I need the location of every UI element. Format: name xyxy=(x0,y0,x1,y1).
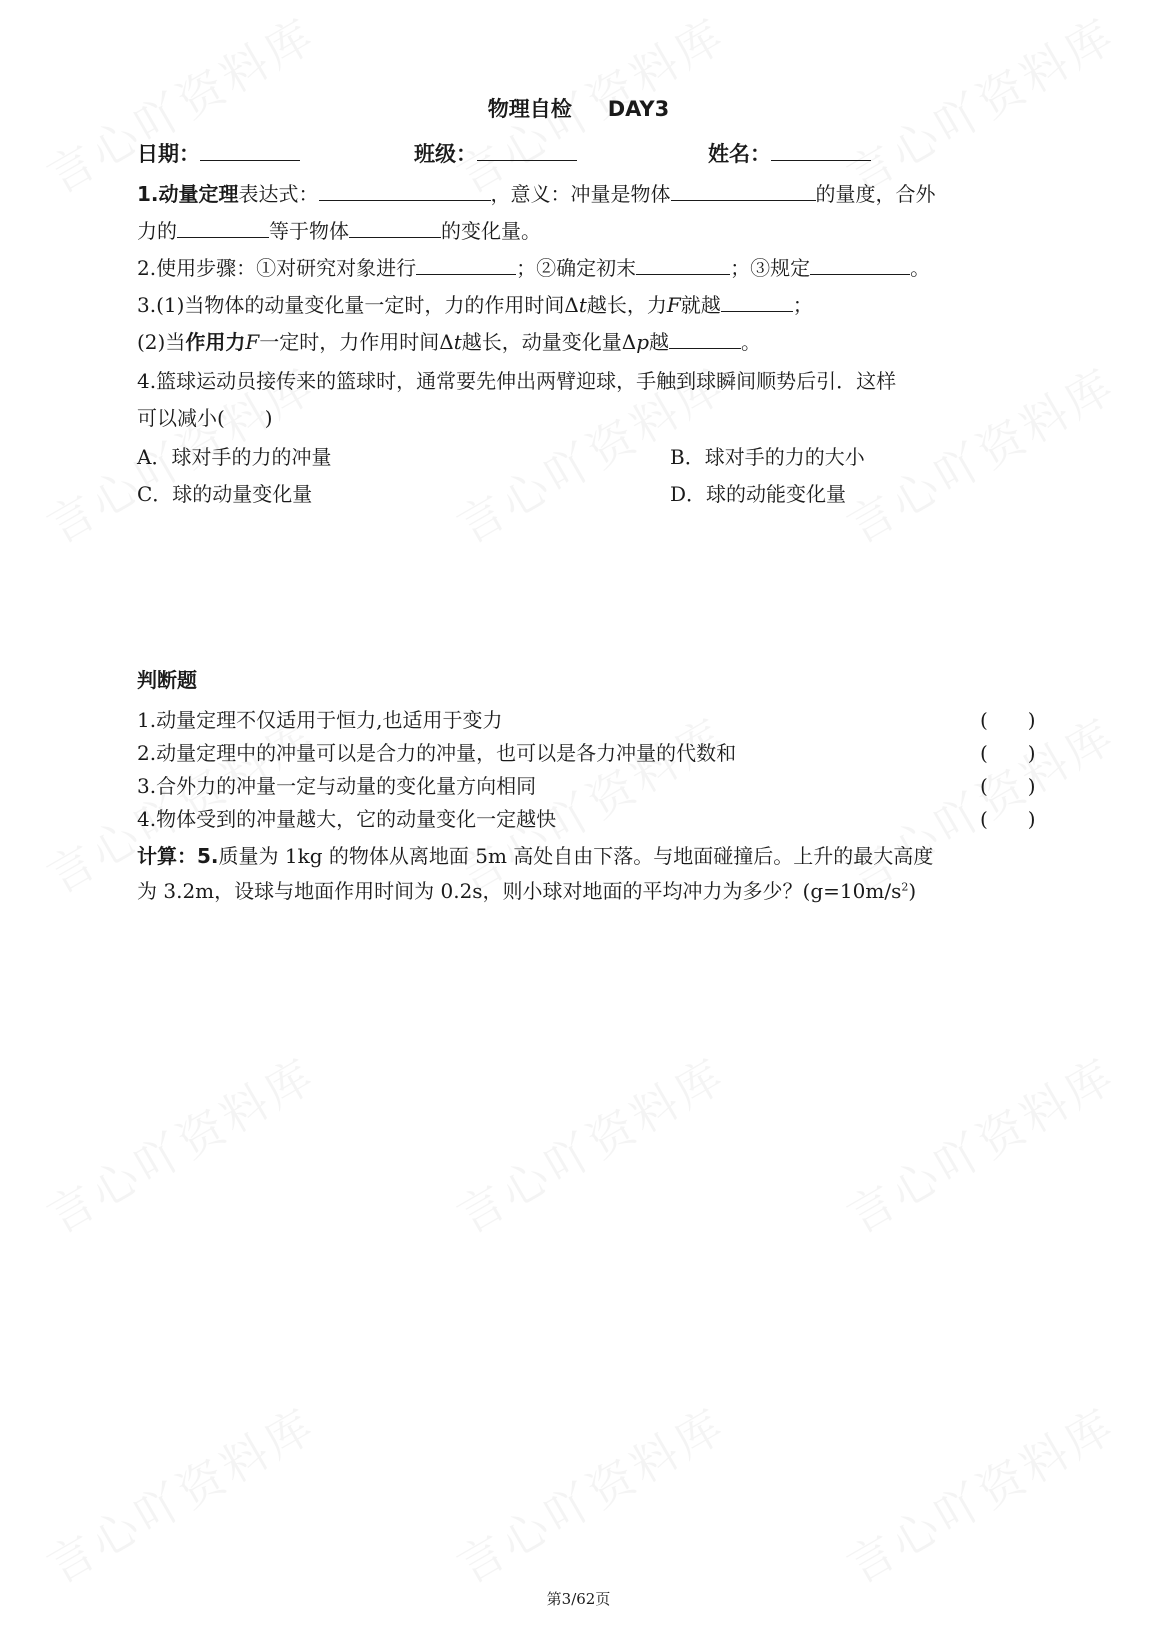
judge-item-text: 2.动量定理中的冲量可以是合力的冲量，也可以是各力冲量的代数和 xyxy=(137,741,737,765)
q2-line xyxy=(137,252,930,281)
q3-var-t: t xyxy=(578,293,587,317)
title-main: 物理自检 xyxy=(487,97,572,121)
q1-text: 的量度，合外 xyxy=(815,182,936,206)
q4-option-d[interactable]: D．球的动能变化量 xyxy=(670,482,847,506)
q3-blank-1[interactable] xyxy=(721,293,793,312)
judge-item xyxy=(137,770,1037,799)
q1-blank-3[interactable] xyxy=(177,219,269,238)
q3-var-f: F xyxy=(245,330,260,354)
calc-text: ) xyxy=(908,879,917,903)
judge-item-text: 3.合外力的冲量一定与动量的变化量方向相同 xyxy=(137,774,537,798)
q2-text: 2.使用步骤：①对研究对象进行 xyxy=(137,256,417,280)
q2-blank-3[interactable] xyxy=(810,256,910,275)
q3-text: 3.(1)当物体的动量变化量一定时，力的作用时间Δ xyxy=(137,293,579,317)
q4-line-1: 4.篮球运动员接传来的篮球时，通常要先伸出两臂迎球，手触到球瞬间顺势后引．这样 xyxy=(137,369,897,393)
q3-bold-term: 作用力 xyxy=(185,330,246,354)
calc-superscript: 2 xyxy=(901,880,909,894)
q4-option-a[interactable]: A．球对手的力的冲量 xyxy=(137,445,332,469)
q3-blank-2[interactable] xyxy=(669,330,741,349)
class-blank[interactable] xyxy=(477,142,577,161)
calc-text: 质量为 1kg 的物体从离地面 5m 高处自由下落。与地面碰撞后。上升的最大高度 xyxy=(218,844,934,868)
q3-text: (2)当 xyxy=(137,330,186,354)
q2-text: 。 xyxy=(910,256,931,280)
calc-text: 为 3.2m，设球与地面作用时间为 0.2s，则小球对地面的平均冲力为多少？(g=10m/s xyxy=(137,879,902,903)
q1-bold-term: 动量定理 xyxy=(158,182,239,206)
q2-blank-2[interactable] xyxy=(636,256,730,275)
name-label: 姓名： xyxy=(708,142,771,166)
page-number: 第3/62页 xyxy=(546,1590,611,1608)
q1-blank-1[interactable] xyxy=(319,182,491,201)
q4-line-2: 可以减小( ) xyxy=(137,406,273,430)
watermark xyxy=(834,1389,1127,1596)
judge-answer-4[interactable]: ( ) xyxy=(980,807,1036,831)
q1-text: 表达式： xyxy=(238,182,319,206)
calc-line-1 xyxy=(137,840,933,869)
judge-heading: 判断题 xyxy=(137,668,197,692)
judge-answer-1[interactable]: ( ) xyxy=(980,708,1036,732)
q1-number: 1. xyxy=(137,182,159,206)
class-field xyxy=(414,138,577,168)
q1-blank-4[interactable] xyxy=(349,219,441,238)
calc-line-2 xyxy=(137,875,916,904)
judge-item xyxy=(137,737,1037,766)
q1-line-1 xyxy=(137,178,936,207)
q1-text: ，意义：冲量是物体 xyxy=(490,182,671,206)
watermark xyxy=(444,1389,737,1596)
q3-text: 越 xyxy=(649,330,669,354)
judge-item xyxy=(137,803,1037,832)
q3-var-p: p xyxy=(636,330,649,354)
date-blank[interactable] xyxy=(200,142,300,161)
q3-var-f: F xyxy=(666,293,681,317)
judge-answer-3[interactable]: ( ) xyxy=(980,774,1036,798)
judge-item-text: 4.物体受到的冲量越大，它的动量变化一定越快 xyxy=(137,807,557,831)
judge-item xyxy=(137,704,1037,733)
q4-option-b[interactable]: B．球对手的力的大小 xyxy=(670,445,865,469)
q2-text: ；③规定 xyxy=(730,256,811,280)
calc-label: 计算：5. xyxy=(137,844,219,868)
q3-text: 一定时，力作用时间Δ xyxy=(259,330,454,354)
date-field xyxy=(137,138,300,168)
watermark xyxy=(444,1039,737,1246)
q2-text: ；②确定初末 xyxy=(516,256,637,280)
q2-blank-1[interactable] xyxy=(416,256,516,275)
q3-text: 越长，力 xyxy=(586,293,667,317)
q3-line-1 xyxy=(137,289,813,318)
date-label: 日期： xyxy=(137,142,200,166)
judge-item-text: 1.动量定理不仅适用于恒力,也适用于变力 xyxy=(137,708,503,732)
q4-option-c[interactable]: C．球的动量变化量 xyxy=(137,482,313,506)
q1-text: 力的 xyxy=(137,219,177,243)
class-label: 班级： xyxy=(414,142,477,166)
watermark xyxy=(34,1389,327,1596)
q1-text: 等于物体 xyxy=(269,219,349,243)
q3-text: ； xyxy=(792,293,813,317)
q3-text: 越长，动量变化量Δ xyxy=(461,330,637,354)
watermark xyxy=(34,1039,327,1246)
name-blank[interactable] xyxy=(771,142,871,161)
q3-text: 。 xyxy=(741,330,761,354)
q1-text: 的变化量。 xyxy=(441,219,541,243)
q3-var-t: t xyxy=(453,330,462,354)
name-field xyxy=(708,138,871,168)
page-title xyxy=(0,93,1157,123)
watermark xyxy=(834,1039,1127,1246)
q1-line-2 xyxy=(137,215,541,244)
title-day: DAY3 xyxy=(607,97,670,121)
judge-answer-2[interactable]: ( ) xyxy=(980,741,1036,765)
q1-blank-2[interactable] xyxy=(671,182,816,201)
q3-text: 就越 xyxy=(680,293,721,317)
q3-line-2 xyxy=(137,326,761,355)
